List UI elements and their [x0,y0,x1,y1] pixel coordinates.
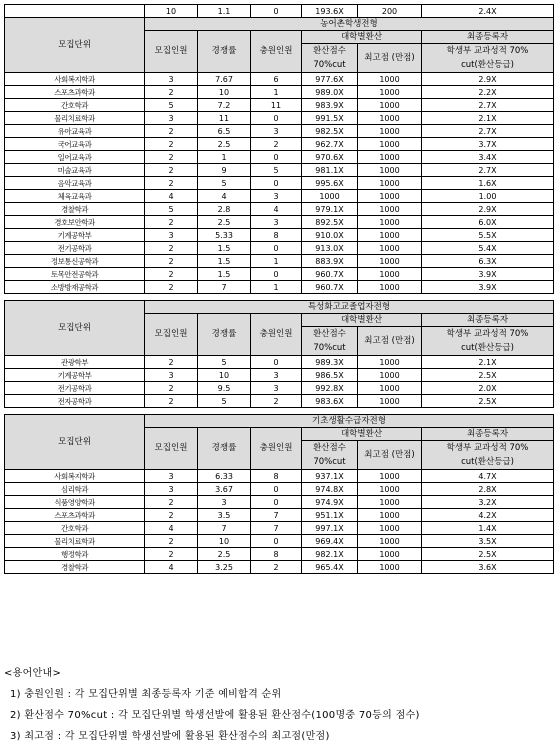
table-cell: 989.0X [302,86,358,99]
final-reg-header: 최종등록자 [422,314,554,327]
table-cell: 983.6X [302,395,358,408]
table-cell: 10 [198,369,251,382]
unit-name-cell: 일어교육과 [5,151,145,164]
table-cell: 970.6X [302,151,358,164]
unit-name-cell: 음악교육과 [5,177,145,190]
table-cell: 1000 [358,229,422,242]
table-cell: 1000 [358,356,422,369]
unit-name-cell: 기계공학부 [5,229,145,242]
extra-header: 충원인원 [251,314,302,356]
table-cell: 5 [145,203,198,216]
ratio-header: 경쟁률 [198,428,251,470]
unit-name-cell: 기계공학부 [5,369,145,382]
table-cell: 2.5 [198,138,251,151]
unit-header: 모집단위 [5,18,145,73]
table-row [5,548,554,561]
table-cell: 0 [251,242,302,255]
table-cell: 2.1X [422,112,554,125]
table-cell: 979.1X [302,203,358,216]
table-cell: 3 [145,229,198,242]
section-gap [5,408,554,415]
unit-name-cell: 경찰학과 [5,561,145,574]
unit-name-cell: 전기공학과 [5,242,145,255]
unit-name-cell: 체육교육과 [5,190,145,203]
table-cell: 3 [251,216,302,229]
section-title: 기초생활수급자전형 [145,415,554,428]
table-cell: 2 [145,496,198,509]
table-cell: 5 [145,99,198,112]
table-cell: 3 [251,382,302,395]
unit-name-cell: 미술교육과 [5,164,145,177]
section-gap [5,294,554,301]
unit-name-cell: 경호보안학과 [5,216,145,229]
section-header-row [5,18,554,31]
table-cell: 1000 [358,369,422,382]
table-cell: 5 [198,356,251,369]
table-cell: 4 [145,522,198,535]
table-cell: 2.1X [422,356,554,369]
table-row [5,86,554,99]
table-cell: 1000 [358,190,422,203]
table-cell: 8 [251,548,302,561]
table-cell: 5 [198,395,251,408]
table-cell: 7.2 [198,99,251,112]
max-score-header: 최고점 (만점) [358,441,422,470]
conversion-header: 대학별환산 [302,31,422,44]
conversion-header: 대학별환산 [302,314,422,327]
table-cell: 11 [198,112,251,125]
table-cell: 7.67 [198,73,251,86]
section-title: 특성화고교졸업자전형 [145,301,554,314]
table-row [5,242,554,255]
table-cell: 2.9X [422,203,554,216]
table-cell: 3 [251,125,302,138]
table-cell: 1000 [358,395,422,408]
table-cell: 3.7X [422,138,554,151]
table-cell: 2 [145,548,198,561]
table-cell: 11 [251,99,302,112]
table-cell: 1.00 [422,190,554,203]
table-cell: 2 [145,242,198,255]
terms-guide-title: <용어안내> [4,668,62,679]
table-cell: 2 [145,177,198,190]
table-cell: 8 [251,470,302,483]
table-cell: 1 [251,281,302,294]
terms-guide [4,663,553,747]
table-cell: 1000 [358,470,422,483]
table-cell: 937.1X [302,470,358,483]
table-cell: 5.5X [422,229,554,242]
table-cell: 997.1X [302,522,358,535]
table-cell: 1000 [358,268,422,281]
section-header-row [5,415,554,428]
table-cell: 2 [251,395,302,408]
table-cell: 7 [198,522,251,535]
table-cell: 6.3X [422,255,554,268]
table-cell: 3 [251,369,302,382]
table-cell: 0 [251,151,302,164]
table-cell: 910.0X [302,229,358,242]
table-cell: 2 [145,86,198,99]
table-cell: 981.1X [302,164,358,177]
table-cell: 2.5 [198,216,251,229]
table-cell: 0 [251,268,302,281]
admission-results-table [4,4,554,574]
table-row [5,255,554,268]
extra-header: 충원인원 [251,428,302,470]
terms-guide-item: 1) 충원인원 : 각 모집단위별 최종등록자 기준 예비합격 순위 [10,689,282,700]
table-cell: 969.4X [302,535,358,548]
table-cell: 960.7X [302,268,358,281]
table-cell: 1000 [358,86,422,99]
table-row [5,522,554,535]
unit-name-cell: 심리학과 [5,483,145,496]
table-cell: 0 [251,535,302,548]
unit-header: 모집단위 [5,301,145,356]
table-cell: 1000 [358,73,422,86]
table-cell: 3.2X [422,496,554,509]
final-reg-header: 최종등록자 [422,31,554,44]
table-cell: 2 [145,281,198,294]
unit-name-cell: 식품영양학과 [5,496,145,509]
table-cell: 1.5 [198,268,251,281]
table-cell: 1000 [302,190,358,203]
table-cell: 2 [145,509,198,522]
table-row [5,356,554,369]
table-cell: 3 [251,190,302,203]
table-cell: 3.4X [422,151,554,164]
table-cell: 2 [251,138,302,151]
table-cell: 982.5X [302,125,358,138]
table-row [5,496,554,509]
table-row [5,73,554,86]
table-cell: 1000 [358,561,422,574]
table-cell: 974.9X [302,496,358,509]
table-row [5,164,554,177]
table-cell: 2 [145,138,198,151]
table-cell: 960.7X [302,281,358,294]
table-cell: 10 [145,5,198,18]
table-cell: 1000 [358,255,422,268]
table-cell: 2.5X [422,395,554,408]
table-cell: 1000 [358,496,422,509]
table-row [5,112,554,125]
unit-name-cell: 사회복지학과 [5,73,145,86]
table-cell: 5.4X [422,242,554,255]
table-cell: 9.5 [198,382,251,395]
table-cell: 3 [145,112,198,125]
table-cell: 1 [198,151,251,164]
table-cell: 3.6X [422,561,554,574]
table-cell: 1000 [358,164,422,177]
unit-name-cell: 소방방재공학과 [5,281,145,294]
unit-name-cell: 경찰학과 [5,203,145,216]
table-cell: 1000 [358,242,422,255]
table-cell: 1000 [358,522,422,535]
unit-name-cell: 유아교육과 [5,125,145,138]
table-cell: 2 [145,164,198,177]
table-row [5,190,554,203]
table-cell: 0 [251,5,302,18]
table-cell: 6.5 [198,125,251,138]
table-row [5,395,554,408]
table-cell: 951.1X [302,509,358,522]
table-cell: 965.4X [302,561,358,574]
table-cell: 3 [145,73,198,86]
table-cell: 2 [145,216,198,229]
table-cell: 200 [358,5,422,18]
table-cell: 982.1X [302,548,358,561]
table-row [5,138,554,151]
table-cell: 892.5X [302,216,358,229]
table-cell: 2.5X [422,548,554,561]
table-cell: 7 [198,281,251,294]
table-cell: 5 [251,164,302,177]
table-cell: 992.8X [302,382,358,395]
table-cell: 962.7X [302,138,358,151]
table-cell: 1000 [358,138,422,151]
table-cell: 2 [145,395,198,408]
table-cell: 991.5X [302,112,358,125]
table-cell: 977.6X [302,73,358,86]
table-cell: 3.5X [422,535,554,548]
table-cell: 3 [145,483,198,496]
table-cell: 2.7X [422,125,554,138]
quota-header: 모집인원 [145,31,198,73]
table-cell: 2.7X [422,164,554,177]
table-cell: 2 [145,151,198,164]
table-cell: 1 [251,86,302,99]
section-header-row [5,301,554,314]
unit-name-cell: 간호학과 [5,99,145,112]
table-cell: 1000 [358,177,422,190]
table-cell: 986.5X [302,369,358,382]
table-cell: 8 [251,229,302,242]
table-cell: 995.6X [302,177,358,190]
table-row [5,229,554,242]
table-row [5,99,554,112]
table-cell: 1.6X [422,177,554,190]
unit-name-cell: 국어교육과 [5,138,145,151]
table-row [5,268,554,281]
unit-name-cell: 스포츠과학과 [5,509,145,522]
table-row [5,125,554,138]
table-cell: 2.5 [198,548,251,561]
table-row [5,177,554,190]
table-cell: 5.33 [198,229,251,242]
unit-name-cell: 관광학부 [5,356,145,369]
unit-name-cell: 정보통신공학과 [5,255,145,268]
table-cell: 9 [198,164,251,177]
table-cell: 1.5 [198,242,251,255]
table-cell: 2.9X [422,73,554,86]
conversion-header: 대학별환산 [302,428,422,441]
table-cell: 1000 [358,509,422,522]
table-cell: 2.4X [422,5,554,18]
table-cell: 3.9X [422,268,554,281]
table-cell: 3.5 [198,509,251,522]
table-cell: 1000 [358,281,422,294]
table-cell: 0 [251,177,302,190]
final-detail-header: 학생부 교과성적 70% cut(환산등급) [422,327,554,356]
table-cell: 2.8 [198,203,251,216]
table-cell: 193.6X [302,5,358,18]
table-row [5,509,554,522]
table-cell: 989.3X [302,356,358,369]
table-cell: 2.8X [422,483,554,496]
table-row [5,369,554,382]
score-cut-header: 환산점수 70%cut [302,44,358,73]
table-cell: 10 [198,535,251,548]
table-cell: 4 [145,190,198,203]
table-cell: 6.33 [198,470,251,483]
table-row [5,470,554,483]
table-cell: 2 [145,255,198,268]
table-cell: 2.5X [422,369,554,382]
table-cell: 4.2X [422,509,554,522]
table-row [5,535,554,548]
table-cell: 7 [251,509,302,522]
table-cell: 1000 [358,99,422,112]
table-cell: 4 [145,561,198,574]
table-cell: 2.2X [422,86,554,99]
final-detail-header: 학생부 교과성적 70% cut(환산등급) [422,441,554,470]
unit-name-cell: 물리치료학과 [5,112,145,125]
table-cell: 1000 [358,125,422,138]
table-cell: 0 [251,496,302,509]
table-row [5,203,554,216]
table-cell: 1.4X [422,522,554,535]
table-row [5,382,554,395]
table-cell: 913.0X [302,242,358,255]
unit-name-cell: 사회복지학과 [5,470,145,483]
table-cell: 3.67 [198,483,251,496]
table-cell: 1000 [358,216,422,229]
unit-name-cell: 전기공학과 [5,382,145,395]
unit-name-cell: 간호학과 [5,522,145,535]
table-cell: 2 [145,356,198,369]
table-cell: 1.1 [198,5,251,18]
ratio-header: 경쟁률 [198,314,251,356]
top-partial-row [5,5,554,18]
max-score-header: 최고점 (만점) [358,327,422,356]
unit-name-cell: 스포츠과학과 [5,86,145,99]
table-cell: 2 [145,535,198,548]
table-cell: 5 [198,177,251,190]
table-cell: 4 [251,203,302,216]
table-cell: 1000 [358,483,422,496]
table-cell: 3 [145,369,198,382]
table-cell: 2 [145,382,198,395]
table-row [5,561,554,574]
unit-header: 모집단위 [5,415,145,470]
unit-name-cell: 물리치료학과 [5,535,145,548]
terms-guide-item: 3) 최고점 : 각 모집단위별 학생선발에 활용된 환산점수의 최고점(만점) [10,731,330,742]
table-cell: 6.0X [422,216,554,229]
section-title: 농어촌학생전형 [145,18,554,31]
table-cell: 2 [251,561,302,574]
table-cell: 1000 [358,548,422,561]
table-cell: 1000 [358,382,422,395]
table-cell: 3.25 [198,561,251,574]
final-reg-header: 최종등록자 [422,428,554,441]
final-detail-header: 학생부 교과성적 70% cut(환산등급) [422,44,554,73]
table-cell: 2 [145,125,198,138]
table-cell: 1000 [358,151,422,164]
table-cell: 4.7X [422,470,554,483]
max-score-header: 최고점 (만점) [358,44,422,73]
table-cell: 883.9X [302,255,358,268]
table-row [5,216,554,229]
table-cell: 974.8X [302,483,358,496]
table-cell: 3.9X [422,281,554,294]
table-cell: 6 [251,73,302,86]
table-cell: 1000 [358,535,422,548]
terms-guide-item: 2) 환산점수 70%cut : 각 모집단위별 학생선발에 활용된 환산점수(100명중 70등의 점수) [10,710,420,721]
table-cell: 983.9X [302,99,358,112]
table-cell: 2 [145,268,198,281]
table-cell: 4 [198,190,251,203]
table-cell: 1000 [358,203,422,216]
table-cell: 2.0X [422,382,554,395]
unit-name-cell: 행정학과 [5,548,145,561]
quota-header: 모집인원 [145,428,198,470]
table-cell: 1000 [358,112,422,125]
table-cell: 0 [251,112,302,125]
table-cell: 7 [251,522,302,535]
unit-name-cell: 토목안전공학과 [5,268,145,281]
table-row [5,281,554,294]
table-cell: 3 [198,496,251,509]
table-cell: 2.7X [422,99,554,112]
score-cut-header: 환산점수 70%cut [302,327,358,356]
table-row [5,483,554,496]
table-cell: 10 [198,86,251,99]
table-cell: 3 [145,470,198,483]
extra-header: 충원인원 [251,31,302,73]
admission-results-table-container [4,4,553,574]
score-cut-header: 환산점수 70%cut [302,441,358,470]
table-row [5,151,554,164]
unit-name-cell: 전자공학과 [5,395,145,408]
ratio-header: 경쟁률 [198,31,251,73]
table-cell: 1 [251,255,302,268]
table-cell: 1.5 [198,255,251,268]
quota-header: 모집인원 [145,314,198,356]
table-cell: 0 [251,483,302,496]
table-cell: 0 [251,356,302,369]
